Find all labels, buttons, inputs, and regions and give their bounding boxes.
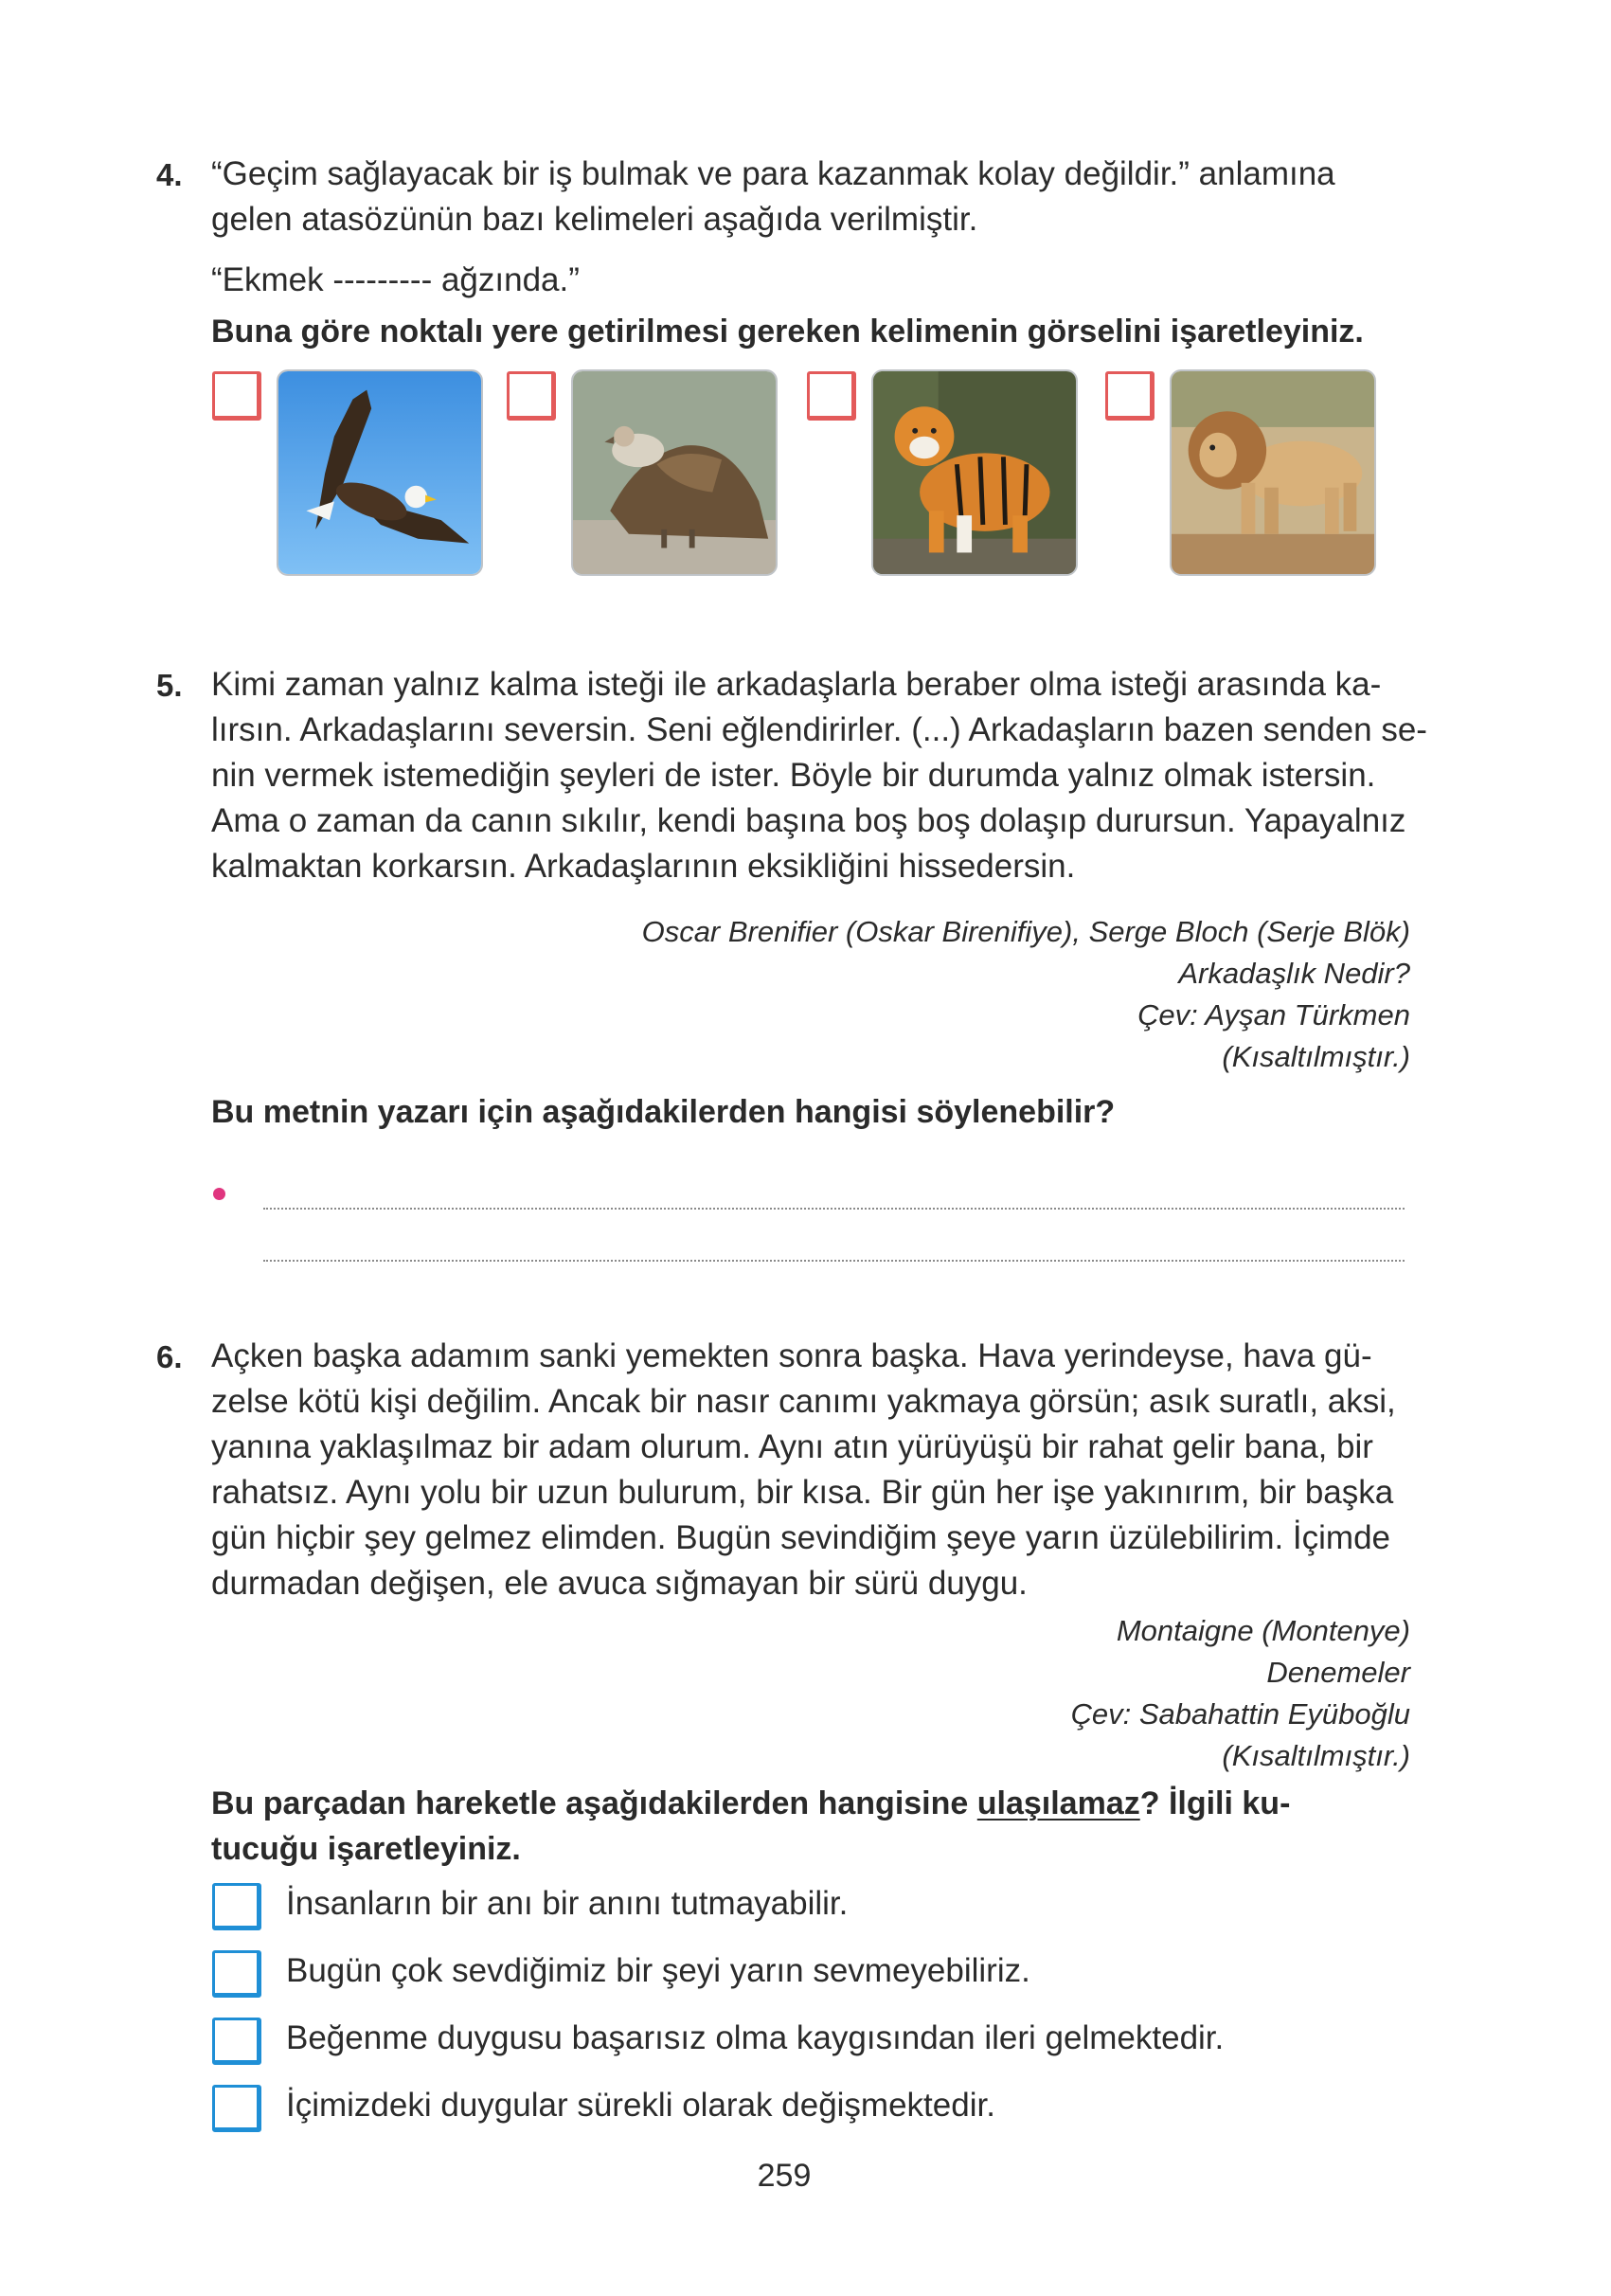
tiger-checkbox[interactable]: [807, 371, 856, 421]
source-book: Denemeler: [1266, 1656, 1410, 1689]
question-5-line: Ama o zaman da canın sıkılır, kendi başına boş boş dolaşıp durursun. Yapayalnız: [211, 802, 1406, 839]
question-6-line: Açken başka adamım sanki yemekten sonra başka. Hava yerindeyse, hava gü-: [211, 1337, 1372, 1374]
answer-line[interactable]: [263, 1208, 1405, 1210]
question-5-line: Kimi zaman yalnız kalma isteği ile arkadaşlarla beraber olma isteği arasında ka-: [211, 666, 1382, 703]
lion-icon: [1172, 371, 1374, 574]
question-6-question-keyword: ulaşılamaz: [976, 1785, 1140, 1821]
lion-image: [1170, 369, 1376, 576]
vulture-icon: [573, 371, 776, 574]
eagle-image: [277, 369, 483, 576]
question-4-number: 4.: [156, 157, 183, 192]
question-6-question-line2: tucuğu işaretleyiniz.: [211, 1831, 521, 1867]
question-6-question-part2: ? İlgili ku-: [1139, 1785, 1291, 1821]
question-5-line: kalmaktan korkarsın. Arkadaşlarının eksikliğini hissedersin.: [211, 848, 1076, 885]
question-5-number: 5.: [156, 668, 183, 703]
question-6-line: durmadan değişen, ele avuca sığmayan bir sürü duygu.: [211, 1565, 1028, 1602]
question-5-source: [642, 911, 1410, 1078]
question-5-line: lırsın. Arkadaşlarını seversin. Seni eğlendirirler. (...) Arkadaşların bazen senden se-: [211, 711, 1427, 748]
page-number: 259: [757, 2158, 812, 2194]
question-6-line: yanına yaklaşılmaz bir adam olurum. Aynı atın yürüyüşü bir rahat gelir bana, bir: [211, 1428, 1373, 1465]
option-2-checkbox[interactable]: [212, 1950, 261, 1998]
source-author: Montaigne (Montenye): [1116, 1614, 1410, 1647]
source-translator: Çev: Sabahattin Eyüboğlu: [1070, 1697, 1410, 1731]
option-1-text: İnsanların bir anı bir anını tutmayabilir.: [286, 1885, 849, 1922]
option-4-text: İçimizdeki duygular sürekli olarak değişmektedir.: [286, 2087, 995, 2124]
question-4-proverb: “Ekmek --------- ağzında.”: [211, 261, 580, 298]
vulture-checkbox[interactable]: [507, 371, 556, 421]
source-abridged: (Kısaltılmıştır.): [1222, 1739, 1410, 1772]
source-author: Oscar Brenifier (Oskar Birenifiye), Serge Bloch (Serje Blök): [641, 915, 1410, 948]
option-3-checkbox[interactable]: [212, 2018, 261, 2065]
answer-line[interactable]: [263, 1260, 1405, 1262]
question-5-question: Bu metnin yazarı için aşağıdakilerden hangisi söylenebilir?: [211, 1094, 1116, 1130]
question-4-line: gelen atasözünün bazı kelimeleri aşağıda verilmiştir.: [211, 201, 978, 238]
tiger-image: [871, 369, 1078, 576]
option-2-text: Bugün çok sevdiğimiz bir şeyi yarın sevmeyebiliriz.: [286, 1952, 1030, 1989]
tiger-icon: [873, 371, 1076, 574]
question-6-question: [211, 1781, 1412, 1872]
question-5-text: [211, 662, 1427, 889]
question-6-text: [211, 1334, 1412, 1606]
question-4-text: [211, 152, 1412, 242]
option-4-checkbox[interactable]: [212, 2085, 261, 2132]
eagle-checkbox[interactable]: [212, 371, 261, 421]
question-4-line: “Geçim sağlayacak bir iş bulmak ve para kazanmak kolay değildir.” anlamına: [211, 155, 1335, 192]
question-6-question-part1: Bu parçadan hareketle aşağıdakilerden hangisine: [211, 1785, 977, 1821]
source-book: Arkadaşlık Nedir?: [1178, 957, 1410, 990]
question-5-line: nin vermek istemediğin şeyleri de ister. Böyle bir durumda yalnız olmak istersin.: [211, 757, 1376, 794]
option-1-checkbox[interactable]: [212, 1883, 261, 1930]
answer-bullet: [213, 1188, 225, 1200]
vulture-image: [571, 369, 778, 576]
question-6-number: 6.: [156, 1339, 183, 1374]
question-4-instruction: Buna göre noktalı yere getirilmesi gereken kelimenin görselini işaretleyiniz.: [211, 314, 1364, 350]
lion-checkbox[interactable]: [1105, 371, 1155, 421]
option-3-text: Beğenme duygusu başarısız olma kaygısından ileri gelmektedir.: [286, 2019, 1225, 2056]
source-translator: Çev: Ayşan Türkmen: [1137, 998, 1410, 1031]
question-6-line: rahatsız. Aynı yolu bir uzun bulurum, bir kısa. Bir gün her işe yakınırım, bir başka: [211, 1474, 1394, 1511]
question-6-line: gün hiçbir şey gelmez elimden. Bugün sevindiğim şeye yarın üzülebilirim. İçimde: [211, 1519, 1391, 1556]
question-6-line: zelse kötü kişi değilim. Ancak bir nasır canımı yakmaya görsün; asık suratlı, aksi,: [211, 1383, 1396, 1420]
source-abridged: (Kısaltılmıştır.): [1222, 1040, 1410, 1073]
question-6-source: [1071, 1610, 1410, 1777]
eagle-icon: [278, 371, 481, 574]
